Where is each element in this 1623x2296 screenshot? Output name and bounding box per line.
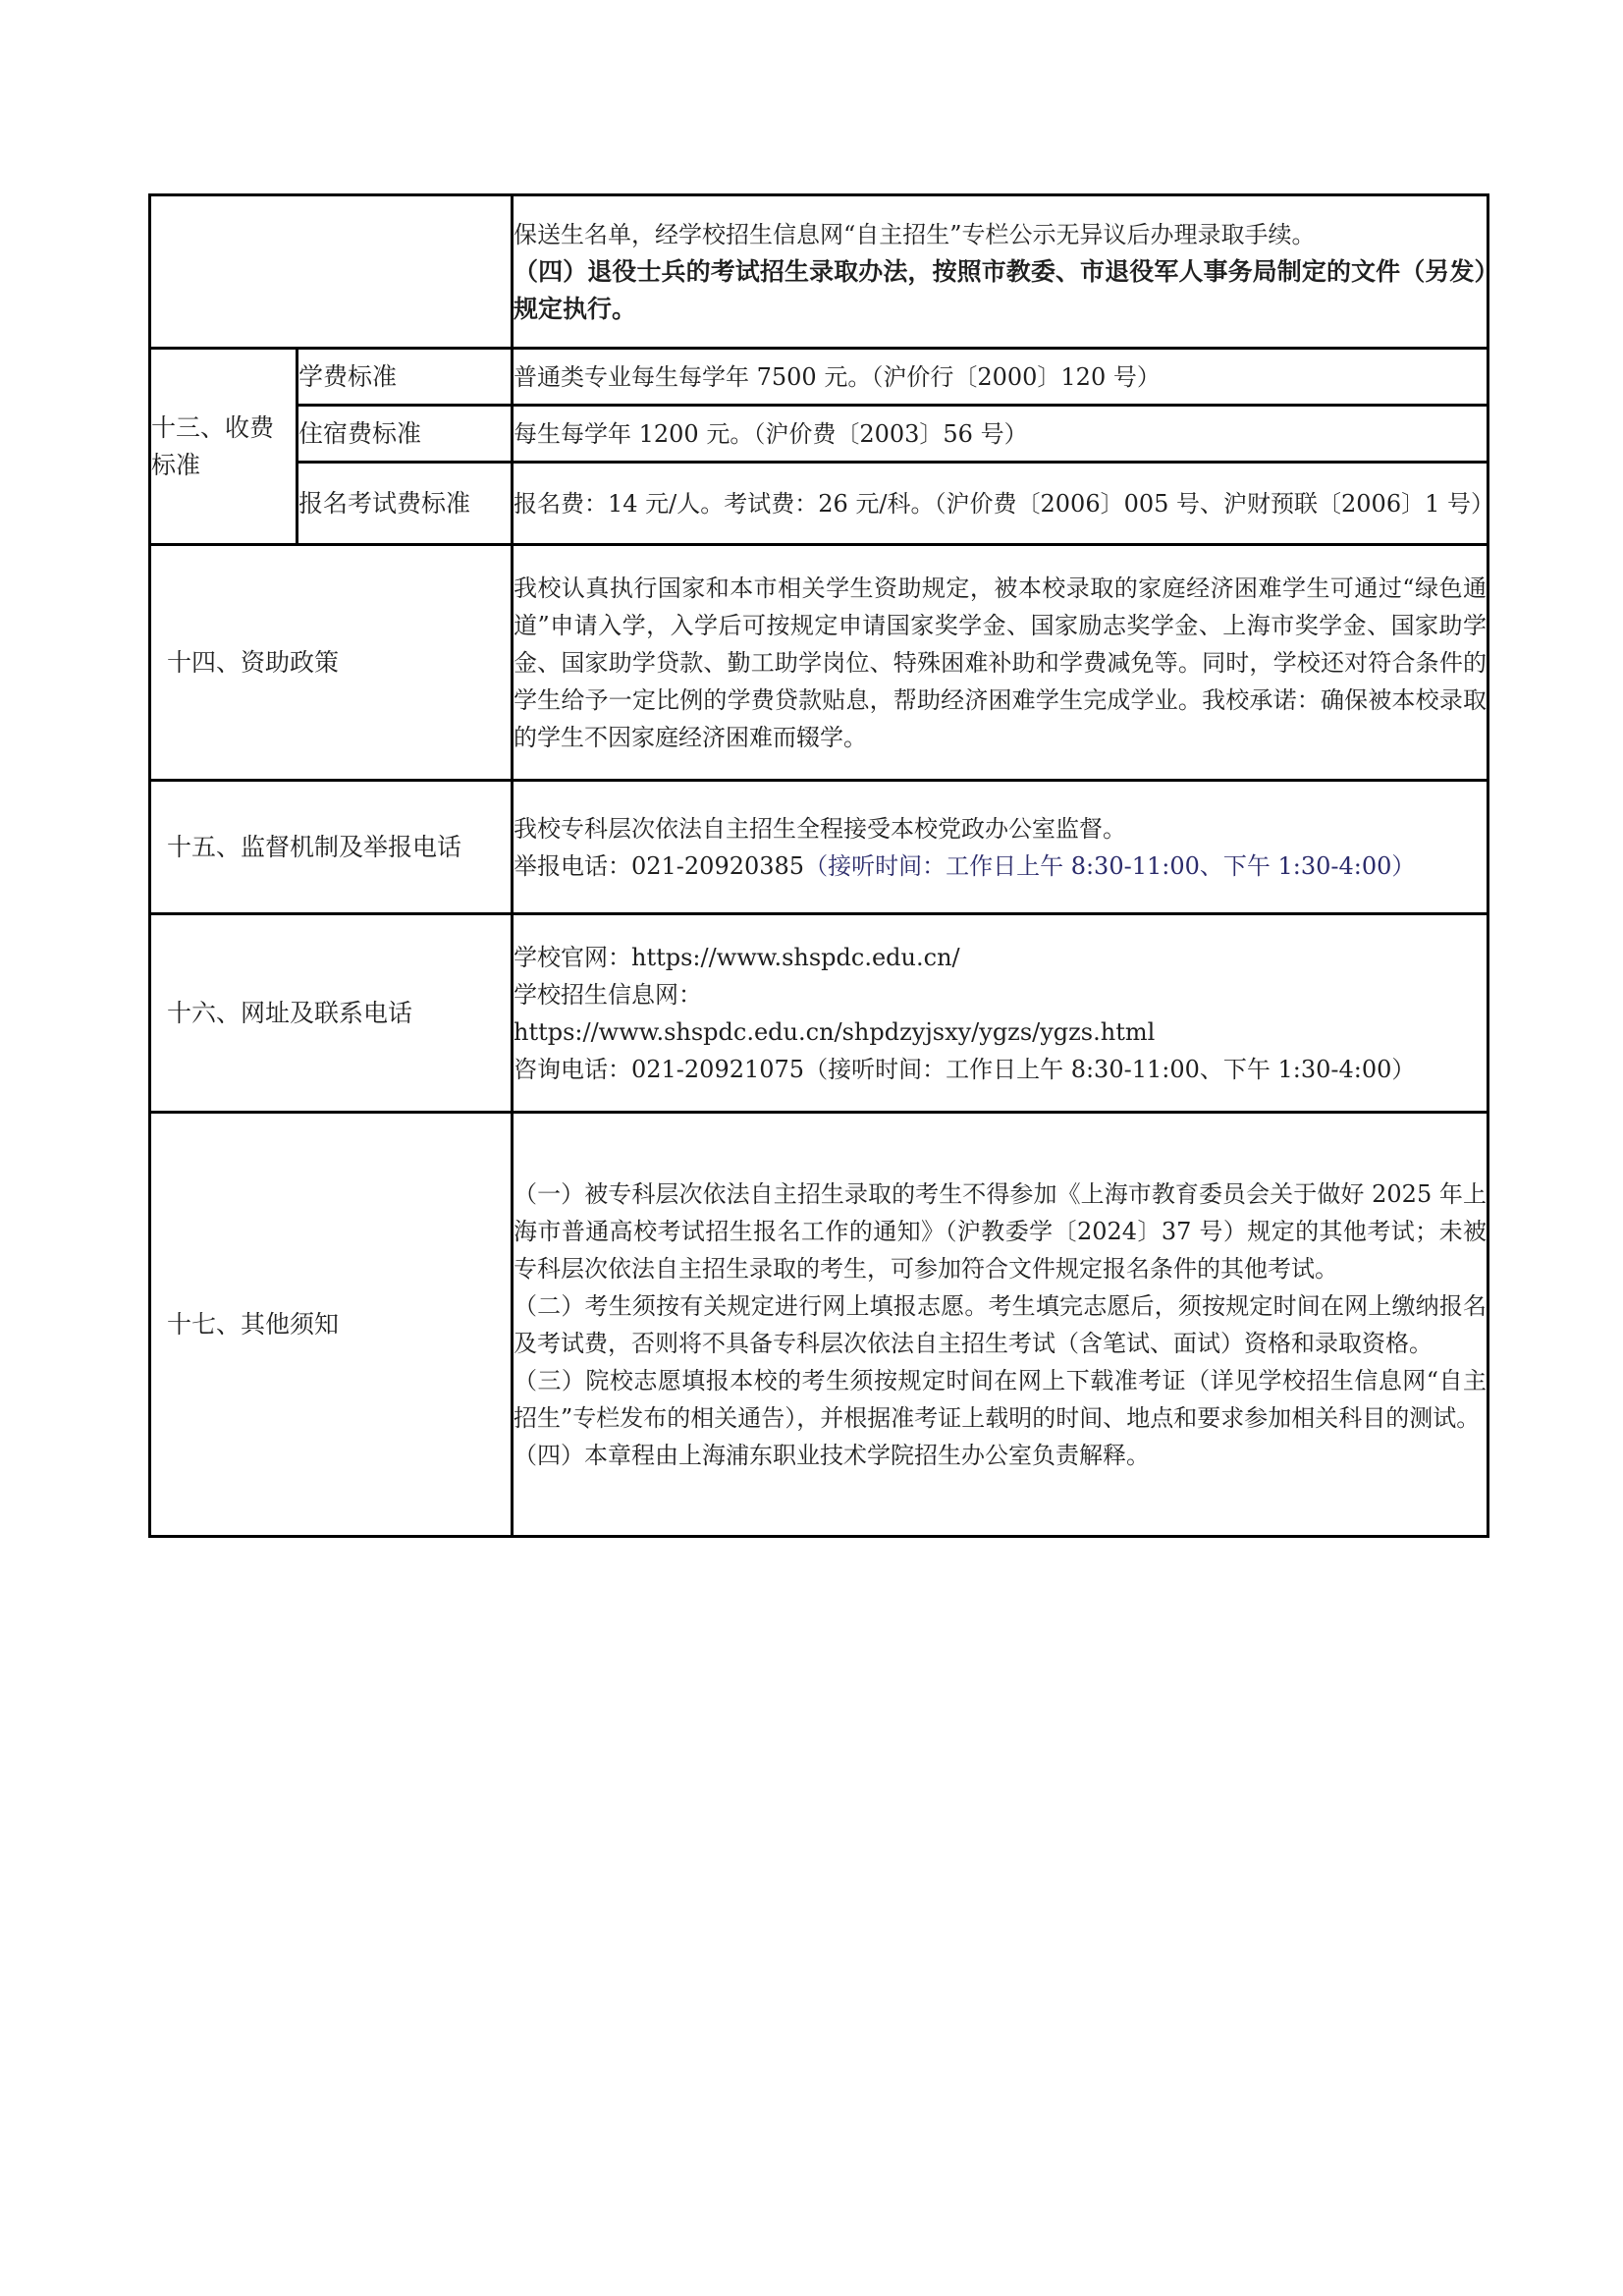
table-row — [150, 914, 1488, 1113]
content-cell — [513, 195, 1488, 349]
admission-rules-table — [148, 193, 1494, 1538]
table-row — [150, 781, 1488, 914]
section-label-aid: 十四、资助政策 — [150, 545, 513, 781]
content-cell — [513, 1113, 1488, 1537]
table-row — [150, 1113, 1488, 1537]
sublabel-exam-fee: 报名考试费标准 — [298, 463, 513, 545]
section-label-website: 十六、网址及联系电话 — [150, 914, 513, 1113]
other-item: （一）被专科层次依法自主招生录取的考生不得参加《上海市教育委员会关于做好 2025 年上海市普通高校考试招生报名工作的通知》（沪教委学〔2024〕37 号）规定的其他考试；未被专科层次依法自主招生录取的考生，可参加符合文件规定报名条件的其他考试。 — [514, 1179, 1487, 1283]
other-item: （二）考生须按有关规定进行网上填报志愿。考生填完志愿后，须按规定时间在网上缴纳报名及考试费，否则将不具备专科层次依法自主招生考试（含笔试、面试）资格和录取资格。 — [514, 1291, 1487, 1357]
content-cell — [513, 781, 1488, 914]
report-phone-line — [514, 847, 1487, 885]
continuation-text: 保送生名单，经学校招生信息网“自主招生”专栏公示无异议后办理录取手续。 — [514, 220, 1316, 248]
report-hours: （接听时间：工作日上午 8:30-11:00、下午 1:30-4:00） — [804, 851, 1416, 880]
admission-website-label: 学校招生信息网： — [514, 980, 702, 1009]
report-phone: 举报电话：021-20920385 — [514, 851, 805, 880]
empty-label-cell — [150, 195, 513, 349]
table-row — [150, 349, 1488, 406]
aid-policy-text: 我校认真执行国家和本市相关学生资助规定，被本校录取的家庭经济困难学生可通过“绿色通道”申请入学，入学后可按规定申请国家奖学金、国家励志奖学金、上海市奖学金、国家助学金、国家助学贷款、勤工助学岗位、特殊困难补助和学费减免等。同时，学校还对符合条件的学生给予一定比例的学费贷款贴息，帮助经济困难学生完成学业。我校承诺：确保被本校录取的学生不因家庭经济困难而辍学。 — [513, 545, 1488, 781]
table-row — [150, 195, 1488, 349]
section-label-supervision: 十五、监督机制及举报电话 — [150, 781, 513, 914]
veteran-admission-text: （四）退役士兵的考试招生录取办法，按照市教委、市退役军人事务局制定的文件（另发）规定执行。 — [514, 256, 1487, 323]
section-label-other: 十七、其他须知 — [150, 1113, 513, 1537]
table-row — [150, 406, 1488, 463]
other-item: （三）院校志愿填报本校的考生须按规定时间在网上下载准考证（详见学校招生信息网“自主招生”专栏发布的相关通告），并根据准考证上载明的时间、地点和要求参加相关科目的测试。 — [514, 1366, 1487, 1432]
table-row — [150, 463, 1488, 545]
tuition-value: 普通类专业每生每学年 7500 元。（沪价行〔2000〕120 号） — [513, 349, 1488, 406]
section-label-fees: 十三、收费标准 — [150, 349, 298, 545]
exam-fee-value: 报名费：14 元/人。考试费：26 元/科。（沪价费〔2006〕005 号、沪财预联〔2006〕1 号） — [513, 463, 1488, 545]
consult-phone: 咨询电话：021-20921075（接听时间：工作日上午 8:30-11:00、下午 1:30-4:00） — [514, 1055, 1416, 1083]
supervision-text: 我校专科层次依法自主招生全程接受本校党政办公室监督。 — [514, 814, 1126, 843]
content-cell — [513, 914, 1488, 1113]
table-row — [150, 545, 1488, 781]
sublabel-tuition: 学费标准 — [298, 349, 513, 406]
accommodation-value: 每生每学年 1200 元。（沪价费〔2003〕56 号） — [513, 406, 1488, 463]
sublabel-accommodation: 住宿费标准 — [298, 406, 513, 463]
school-website: 学校官网：https://www.shspdc.edu.cn/ — [514, 943, 960, 971]
admission-website-url: https://www.shspdc.edu.cn/shpdzyjsxy/ygzs/ygzs.html — [514, 1017, 1156, 1046]
other-item: （四）本章程由上海浦东职业技术学院招生办公室负责解释。 — [514, 1441, 1150, 1469]
